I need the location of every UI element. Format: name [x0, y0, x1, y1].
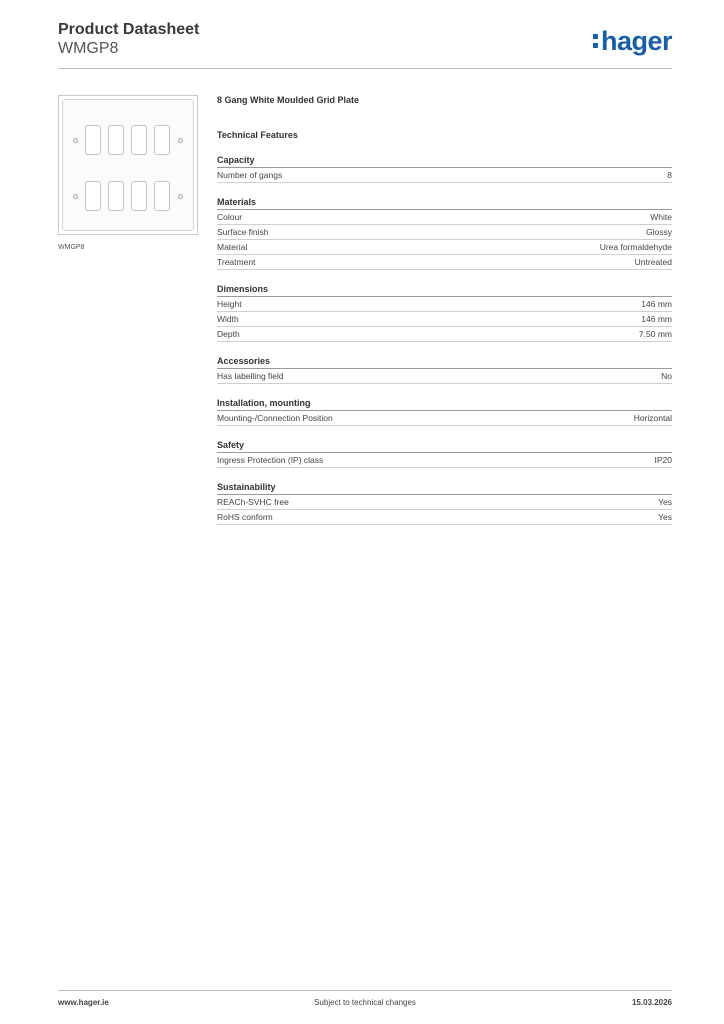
- spec-value: IP20: [654, 455, 672, 465]
- disclaimer-text: Subject to technical changes: [314, 998, 416, 1007]
- spec-label: Has labelling field: [217, 371, 284, 381]
- spec-label: Colour: [217, 212, 243, 222]
- technical-features-heading: Technical Features: [217, 130, 298, 140]
- spec-label: Ingress Protection (IP) class: [217, 455, 324, 465]
- logo-dots-icon: [593, 31, 599, 51]
- gang-aperture: [131, 125, 147, 155]
- document-title: Product Datasheet: [58, 21, 200, 38]
- spec-group-title: Safety: [217, 439, 672, 453]
- spec-label: Number of gangs: [217, 170, 283, 180]
- gang-aperture: [108, 181, 124, 211]
- spec-row: [217, 369, 672, 384]
- spec-row: [217, 453, 672, 468]
- spec-label: Surface finish: [217, 227, 269, 237]
- product-image: [58, 95, 198, 235]
- spec-value: 7.50 mm: [638, 329, 672, 339]
- spec-row: [217, 240, 672, 255]
- gang-aperture: [154, 181, 170, 211]
- spec-group-title: Installation, mounting: [217, 397, 672, 411]
- spec-value: Yes: [658, 512, 672, 522]
- spec-group-sustainability: [217, 481, 672, 525]
- spec-group-safety: [217, 439, 672, 468]
- hager-logo: [593, 26, 672, 57]
- footer-divider: [58, 990, 672, 991]
- spec-value: 8: [667, 170, 672, 180]
- spec-row: [217, 312, 672, 327]
- spec-value: Untreated: [634, 257, 672, 267]
- screw-icon: [73, 194, 78, 199]
- spec-value: Urea formaldehyde: [599, 242, 672, 252]
- spec-label: Material: [217, 242, 248, 252]
- spec-row: [217, 210, 672, 225]
- website-link[interactable]: www.hager.ie: [58, 998, 109, 1007]
- spec-label: Height: [217, 299, 242, 309]
- spec-group-title: Materials: [217, 196, 672, 210]
- spec-group-accessories: [217, 355, 672, 384]
- product-title: 8 Gang White Moulded Grid Plate: [217, 95, 360, 105]
- screw-icon: [178, 194, 183, 199]
- spec-label: Mounting-/Connection Position: [217, 413, 333, 423]
- spec-row: [217, 510, 672, 525]
- spec-label: Width: [217, 314, 239, 324]
- spec-row: [217, 255, 672, 270]
- spec-value: Horizontal: [633, 413, 672, 423]
- header-divider: [58, 68, 672, 69]
- spec-label: Treatment: [217, 257, 256, 267]
- gang-aperture: [85, 181, 101, 211]
- spec-label: RoHS conform: [217, 512, 273, 522]
- spec-label: REACh-SVHC free: [217, 497, 289, 507]
- spec-group-dimensions: [217, 283, 672, 342]
- grid-plate-illustration: [62, 99, 194, 231]
- screw-icon: [73, 138, 78, 143]
- spec-group-materials: [217, 196, 672, 270]
- gang-aperture: [131, 181, 147, 211]
- logo-text: hager: [600, 26, 672, 56]
- spec-label: Depth: [217, 329, 240, 339]
- spec-row: [217, 168, 672, 183]
- spec-value: Glossy: [646, 227, 672, 237]
- spec-group-installation: [217, 397, 672, 426]
- spec-group-title: Capacity: [217, 154, 672, 168]
- gang-aperture: [108, 125, 124, 155]
- spec-value: 146 mm: [641, 314, 672, 324]
- spec-row: [217, 327, 672, 342]
- technical-content: [217, 94, 672, 525]
- spec-value: White: [650, 212, 672, 222]
- spec-value: Yes: [658, 497, 672, 507]
- spec-row: [217, 495, 672, 510]
- document-date: 15.03.2026: [631, 998, 672, 1007]
- spec-group-capacity: [217, 154, 672, 183]
- gang-aperture: [154, 125, 170, 155]
- spec-row: [217, 297, 672, 312]
- spec-group-title: Dimensions: [217, 283, 672, 297]
- spec-row: [217, 225, 672, 240]
- spec-value: No: [661, 371, 672, 381]
- document-subtitle: WMGP8: [58, 40, 119, 57]
- gang-aperture: [85, 125, 101, 155]
- screw-icon: [178, 138, 183, 143]
- spec-group-title: Accessories: [217, 355, 672, 369]
- image-caption: WMGP8: [58, 244, 85, 251]
- spec-row: [217, 411, 672, 426]
- spec-group-title: Sustainability: [217, 481, 672, 495]
- page-header: [58, 20, 672, 58]
- spec-value: 146 mm: [641, 299, 672, 309]
